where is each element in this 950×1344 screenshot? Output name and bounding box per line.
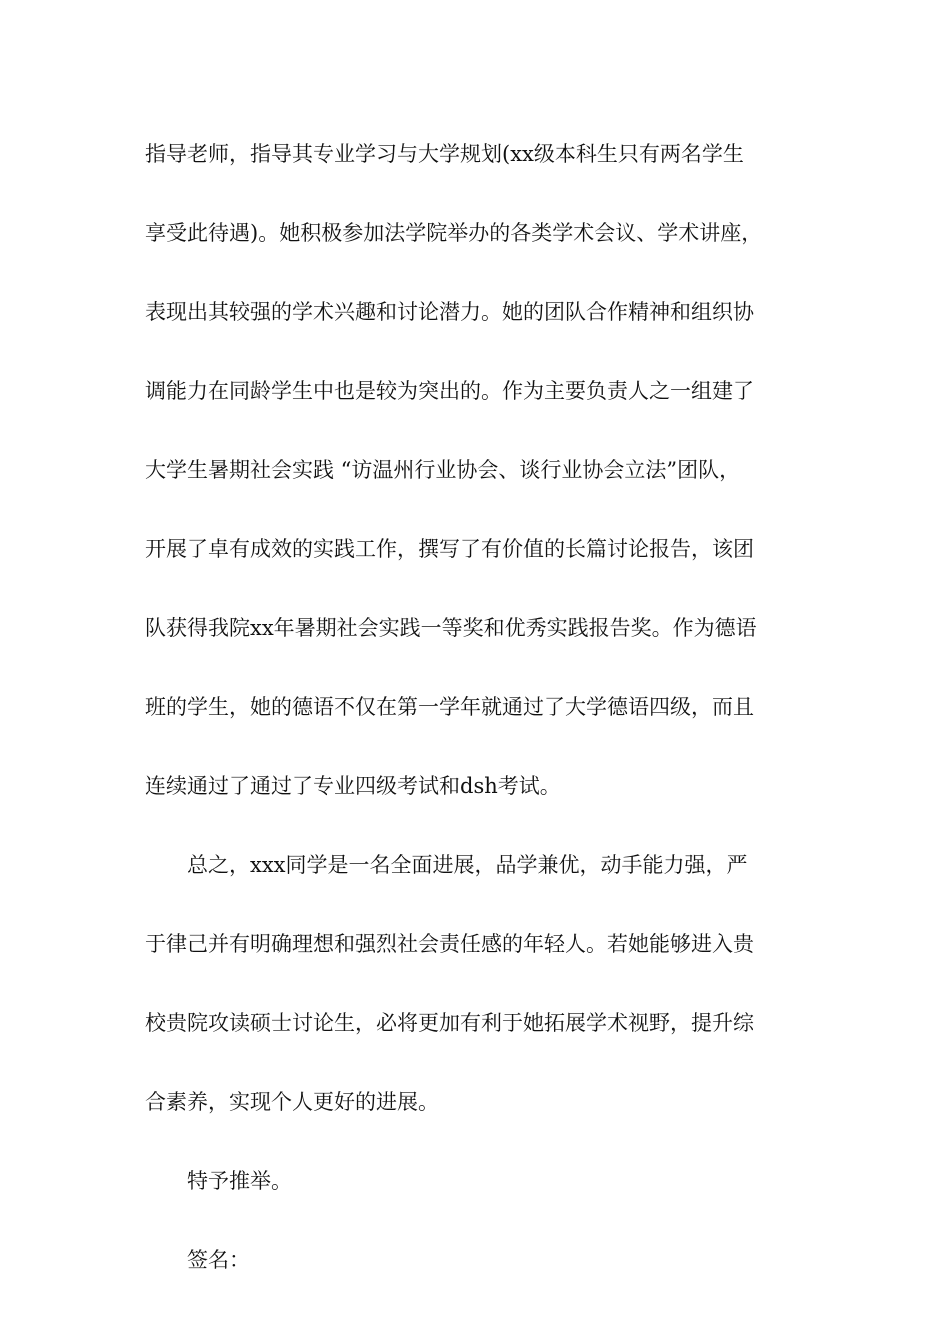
text-line-12: 校贵院攻读硕士讨论生，必将更加有利于她拓展学术视野，提升综 [145, 1011, 754, 1035]
text-line-5: 大学生暑期社会实践 “访温州行业协会、谈行业协会立法”团队， [145, 458, 741, 482]
text-line-7: 队获得我院xx年暑期社会实践一等奖和优秀实践报告奖。作为德语 [145, 616, 757, 640]
text-line-9: 连续通过了通过了专业四级考试和dsh考试。 [145, 774, 561, 798]
closing-recommendation: 特予推举。 [187, 1169, 292, 1193]
text-line-10: 总之，xxx同学是一名全面进展，品学兼优，动手能力强，严 [187, 853, 748, 877]
text-line-6: 开展了卓有成效的实践工作，撰写了有价值的长篇讨论报告，该团 [145, 537, 754, 561]
text-line-2: 享受此待遇)。她积极参加法学院举办的各类学术会议、学术讲座， [145, 221, 763, 245]
text-line-13: 合素养，实现个人更好的进展。 [145, 1090, 439, 1114]
text-line-3: 表现出其较强的学术兴趣和讨论潜力。她的团队合作精神和组织协 [145, 300, 754, 324]
text-line-11: 于律己并有明确理想和强烈社会责任感的年轻人。若她能够进入贵 [145, 932, 754, 956]
text-line-4: 调能力在同龄学生中也是较为突出的。作为主要负责人之一组建了 [145, 379, 754, 403]
signature-label: 签名： [187, 1248, 250, 1272]
text-line-8: 班的学生，她的德语不仅在第一学年就通过了大学德语四级，而且 [145, 695, 754, 719]
text-line-1: 指导老师，指导其专业学习与大学规划(xx级本科生只有两名学生 [145, 142, 744, 166]
